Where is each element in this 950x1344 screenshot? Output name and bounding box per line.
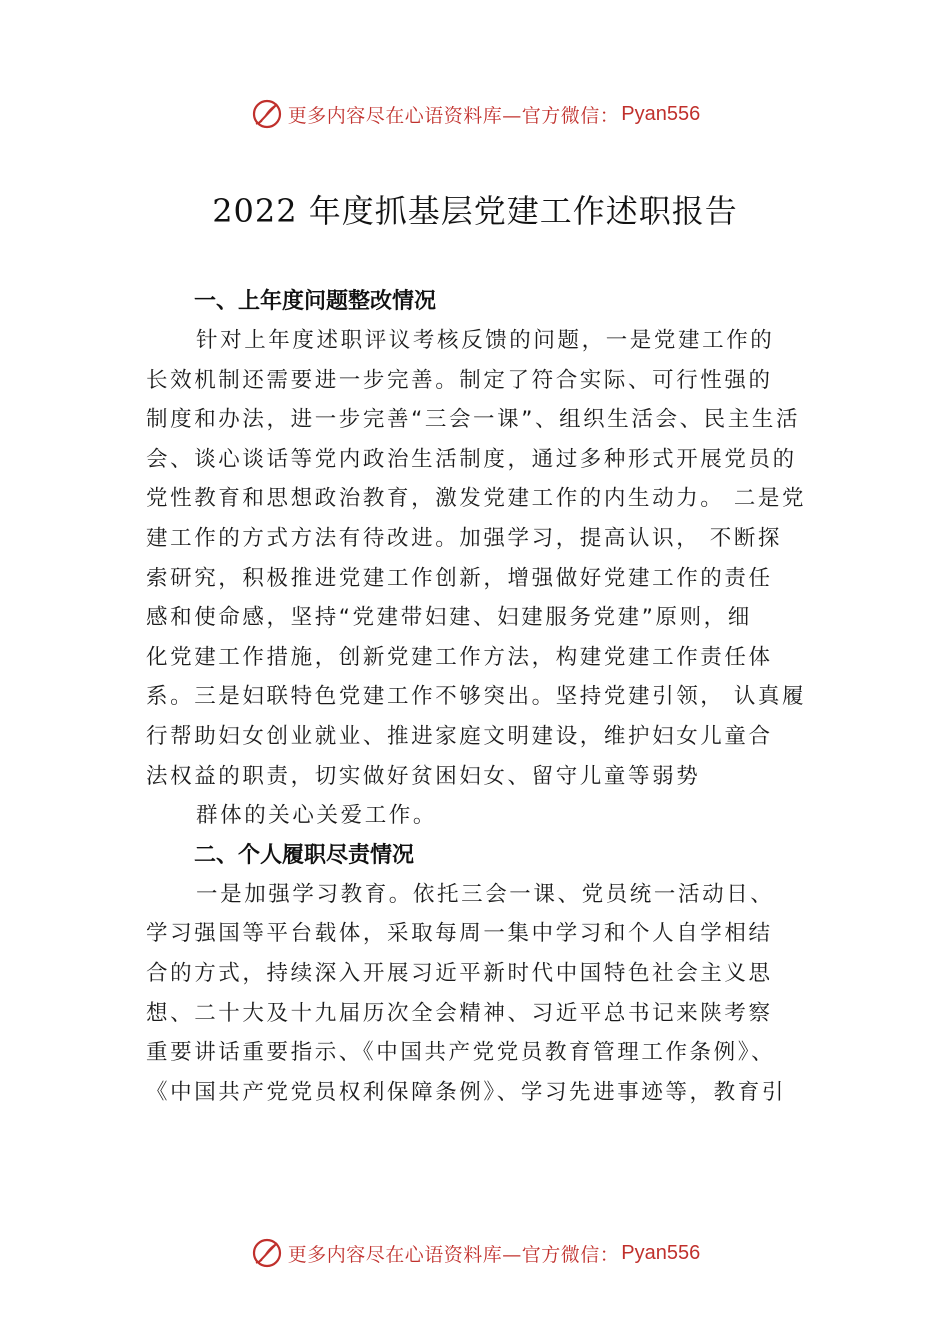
paragraph-line: 化党建工作措施，创新党建工作方法，构建党建工作责任体: [146, 644, 773, 670]
watermark-text: 更多内容尽在心语资料库—官方微信：: [287, 104, 620, 127]
paragraph-line: 《中国共产党党员权利保障条例》、学习先进事迹等，教育引: [146, 1079, 786, 1105]
paragraph-line: 合的方式，持续深入开展习近平新时代中国特色社会主义思: [146, 960, 773, 986]
watermark-account: Pyan556: [621, 102, 701, 125]
paragraph-line: 行帮助妇女创业就业、推进家庭文明建设，维护妇女儿童合: [146, 723, 773, 749]
paragraph-line: 针对上年度述职评议考核反馈的问题，一是党建工作的: [196, 328, 775, 353]
paragraph-line: 索研究，积极推进党建工作创新，增强做好党建工作的责任: [146, 565, 773, 591]
section-heading: 一、上年度问题整改情况: [194, 289, 437, 314]
footer-watermark: [0, 1233, 950, 1273]
paragraph-line: 会、谈心谈话等党内政治生活制度，通过多种形式开展党员的: [146, 446, 797, 472]
paragraph-line: 学习强国等平台载体，采取每周一集中学习和个人自学相结: [146, 921, 773, 947]
section-heading: 二、个人履职尽责情况: [194, 842, 415, 868]
paragraph-line: 想、二十大及十九届历次全会精神、习近平总书记来陕考察: [146, 1000, 773, 1026]
paragraph-line: 重要讲话重要指示、《中国共产党党员教育管理工作条例》、: [146, 1040, 776, 1066]
quill-pen-circle-icon: [250, 97, 284, 131]
paragraph-line: 法权益的职责，切实做好贫困妇女、留守儿童等弱势: [146, 763, 701, 789]
paragraph-line: 群体的关心关爱工作。: [196, 803, 438, 829]
paragraph-line: 党性教育和思想政治教育，激发党建工作的内生动力。 二是党: [146, 486, 807, 512]
quill-pen-circle-icon: [250, 1236, 284, 1270]
watermark-account: Pyan556: [621, 1241, 701, 1264]
paragraph-line: 长效机制还需要进一步完善。制定了符合实际、可行性强的: [146, 367, 773, 393]
paragraph-line: 一是加强学习教育。依托三会一课、党员统一活动日、: [196, 881, 775, 907]
watermark-text: 更多内容尽在心语资料库—官方微信：: [287, 1243, 620, 1266]
paragraph-line: 建工作的方式方法有待改进。加强学习，提高认识， 不断探: [146, 525, 783, 551]
paragraph-line: 制度和办法，进一步完善“三会一课”、组织生活会、民主生活: [146, 407, 801, 433]
document-body: [146, 282, 836, 1112]
header-watermark: [0, 94, 950, 134]
paragraph-line: 感和使命感，坚持“党建带妇建、妇建服务党建”原则，细: [146, 605, 752, 631]
paragraph-line: 系。三是妇联特色党建工作不够突出。坚持党建引领， 认真履: [146, 684, 807, 710]
document-title: 2022 年度抓基层党建工作述职报告: [212, 192, 738, 230]
